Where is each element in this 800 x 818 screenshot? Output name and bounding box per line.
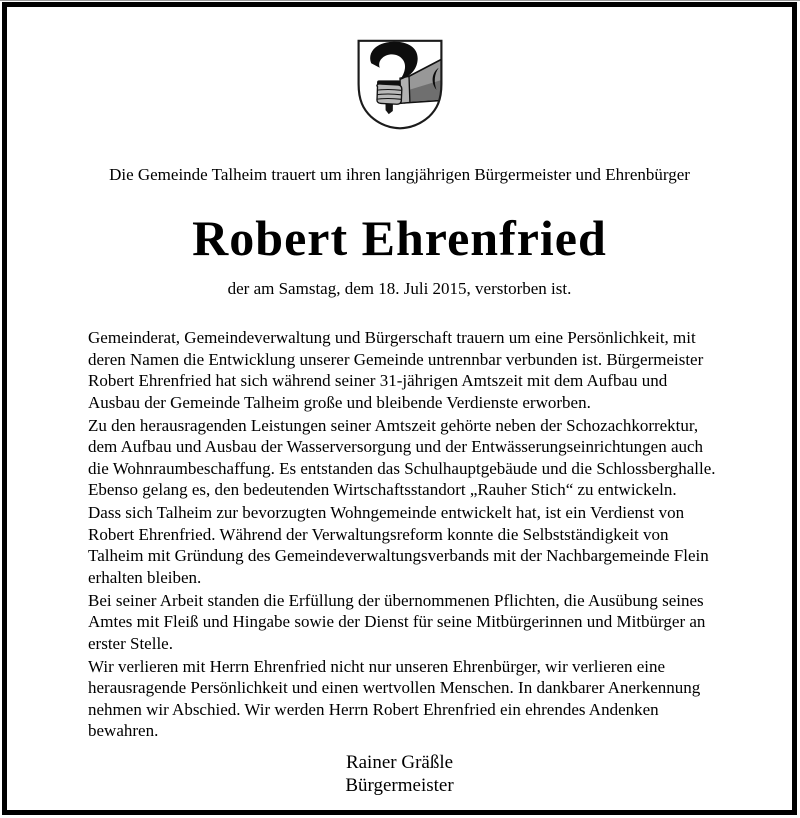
talheim-coat-of-arms bbox=[355, 37, 445, 131]
shield-icon bbox=[355, 37, 445, 131]
death-date-line: der am Samstag, dem 18. Juli 2015, verstorben ist. bbox=[227, 279, 572, 298]
paragraph-1: Gemeinderat, Gemeindeverwaltung und Bürgerschaft trauern um eine Persönlichkeit, mit deren Namen die Entwicklung unserer Gemeinde untrennbar verbunden ist. Bürgermeister Robert Ehrenfried hat sich während seiner 31-jährigen Amtszeit mit dem Aufbau und Ausbau der Gemeinde Talheim große und bleibende Verdienste erworben. bbox=[88, 328, 704, 412]
paragraph-3: Dass sich Talheim zur bevorzugten Wohngemeinde entwickelt hat, ist ein Verdienst von Robert Ehrenfried. Während der Verwaltungsreform konnte die Selbstständigkeit von Talheim mit Gründung des Gemeindeverwaltungsverbands mit der Nachbargemeinde Flein erhalten bleiben. bbox=[88, 503, 709, 587]
signature-block bbox=[7, 751, 792, 797]
paragraph-4: Bei seiner Arbeit standen die Erfüllung der übernommenen Pflichten, die Ausübung seines Amtes mit Fleiß und Hingabe sowie der Dienst für seine Mitbürgerinnen und Mitbürger an erster Stelle. bbox=[88, 590, 706, 653]
signatory-name: Rainer Gräßle bbox=[345, 751, 454, 773]
obituary-text bbox=[88, 327, 716, 742]
deceased-name: Robert Ehrenfried bbox=[192, 210, 607, 266]
signatory-title: Bürgermeister bbox=[345, 774, 454, 796]
paragraph-5: Wir verlieren mit Herrn Ehrenfried nicht nur unseren Ehrenbürger, wir verlieren eine herausragende Persönlichkeit und einen wertvollen Menschen. In dankbarer Anerkennung nehmen wir Abschied. Wir werden Herrn Robert Ehrenfried ein ehrendes Andenken bewahren. bbox=[88, 656, 701, 740]
paragraph-2: Zu den herausragenden Leistungen seiner Amtszeit gehörte neben der Schozachkorrektur, dem Aufbau und Ausbau der Wasserversorgung und der Entwässerungseinrichtungen auch die Wohnraumbeschaffung. Es entstanden das Schulhauptgebäude und die Schlossberghalle. Ebenso gelang es, den bedeutenden Wirtschaftsstandort „Rauher Stich“ zu entwickeln. bbox=[88, 415, 716, 499]
intro-line: Die Gemeinde Talheim trauert um ihren langjährigen Bürgermeister und Ehrenbürger bbox=[109, 165, 690, 184]
notice-border-frame bbox=[2, 2, 797, 815]
scan-edge-line bbox=[0, 0, 800, 1]
